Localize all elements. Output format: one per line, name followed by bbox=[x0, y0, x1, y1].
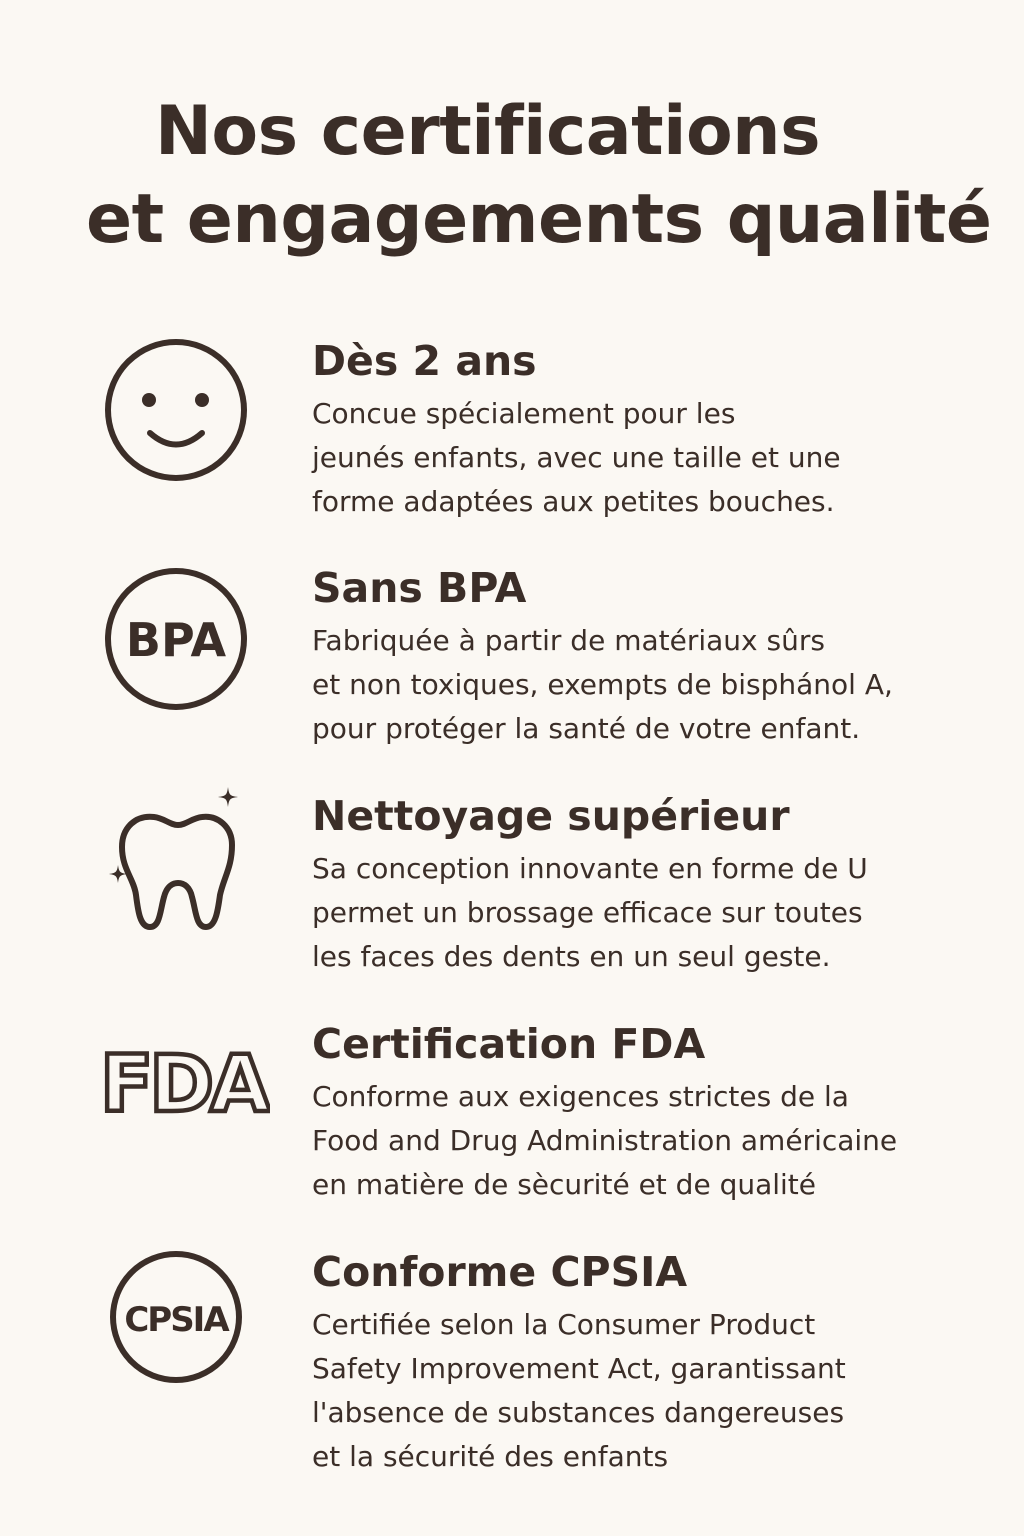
feature-heading: Certification FDA bbox=[312, 1020, 706, 1068]
cpsia-badge-text: CPSIA bbox=[124, 1300, 228, 1340]
description-line: les faces des dents en un seul geste. bbox=[312, 940, 831, 973]
sparkling-tooth-icon bbox=[100, 787, 256, 943]
fda-logo-text: FDA bbox=[100, 1040, 267, 1130]
description-line: en matière de sècurité et de qualité bbox=[312, 1168, 817, 1201]
feature-description bbox=[312, 392, 1002, 524]
feature-description bbox=[312, 1303, 1002, 1479]
feature-description bbox=[312, 619, 1002, 751]
smiley-face-icon bbox=[100, 338, 256, 494]
description-line: Concue spécialement pour les bbox=[312, 397, 736, 430]
description-line: forme adaptées aux petites bouches. bbox=[312, 485, 835, 518]
cpsia-badge-icon bbox=[100, 1247, 256, 1403]
description-line: l'absence de substances dangereuses bbox=[312, 1396, 845, 1429]
description-line: Fabriquée à partir de matériaux sûrs bbox=[312, 624, 825, 657]
feature-description bbox=[312, 1075, 1002, 1207]
page-title-line-1: Nos certifications bbox=[155, 92, 821, 171]
description-line: Food and Drug Administration américaine bbox=[312, 1124, 898, 1157]
feature-text-bpa bbox=[312, 563, 1002, 751]
bpa-badge-text: BPA bbox=[125, 613, 227, 667]
fda-logo-icon bbox=[100, 1019, 270, 1175]
feature-heading: Conforme CPSIA bbox=[312, 1248, 688, 1296]
feature-text-age bbox=[312, 336, 1002, 524]
page-title bbox=[0, 88, 1024, 264]
feature-heading: Dès 2 ans bbox=[312, 337, 537, 385]
description-line: Sa conception innovante en forme de U bbox=[312, 852, 868, 885]
description-line: Safety Improvement Act, garantissant bbox=[312, 1352, 846, 1385]
description-line: permet un brossage efficace sur toutes bbox=[312, 896, 863, 929]
description-line: et la sécurité des enfants bbox=[312, 1440, 669, 1473]
description-line: et non toxiques, exempts de bisphánol A, bbox=[312, 668, 893, 701]
description-line: Conforme aux exigences strictes de la bbox=[312, 1080, 849, 1113]
feature-heading: Nettoyage supérieur bbox=[312, 792, 790, 840]
description-line: jeunés enfants, avec une taille et une bbox=[312, 441, 841, 474]
feature-text-cleaning bbox=[312, 791, 1002, 979]
bpa-badge-icon bbox=[100, 567, 256, 723]
feature-text-fda bbox=[312, 1019, 1002, 1207]
feature-text-cpsia bbox=[312, 1247, 1002, 1479]
feature-description bbox=[312, 847, 1002, 979]
description-line: pour protéger la santé de votre enfant. bbox=[312, 712, 861, 745]
page-title-line-2: et engagements qualité bbox=[86, 180, 992, 259]
description-line: Certifiée selon la Consumer Product bbox=[312, 1308, 816, 1341]
feature-heading: Sans BPA bbox=[312, 564, 527, 612]
